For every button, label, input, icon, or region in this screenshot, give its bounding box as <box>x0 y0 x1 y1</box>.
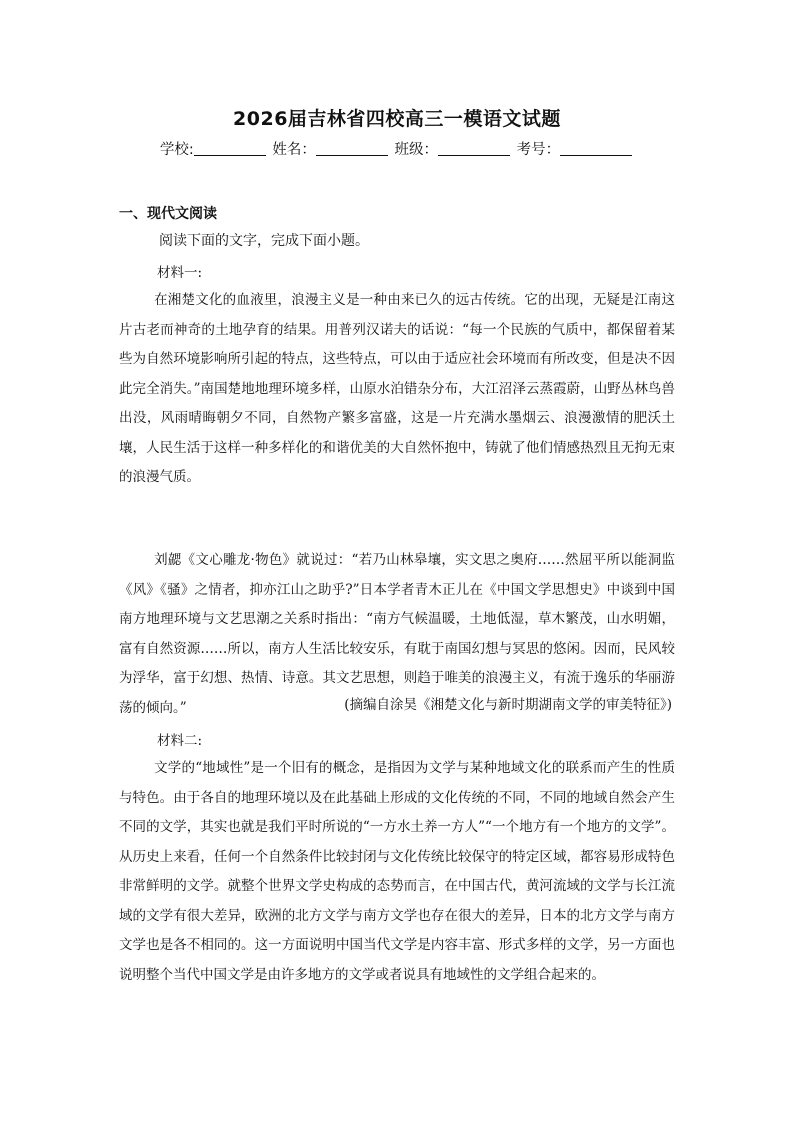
instruction-text: 阅读下面的文字，完成下面小题。 <box>159 233 369 249</box>
material-one-paragraph-2: 刘勰《文心雕龙·物色》就说过：“若乃山林皋壤，实文思之奥府……然屈平所以能洞监《风》《骚》之情者，抑亦江山之助乎?”日本学者青木正儿在《中国文学思想史》中谈到中国南方地理环境与文艺思潮之关系时指出：“南方气候温暖，土地低湿，草木繁茂，山水明媚，富有自然资源……所以，南方人生活比较安乐，有耽于南国幻想与冥思的悠闲。因而，民风较为浮华，富于幻想、热情、诗意。其文艺思想，则趋于唯美的浪漫主义，有流于逸乐的华丽游荡的倾向。” <box>119 552 675 716</box>
student-info-line <box>0 138 794 159</box>
name-label: 姓名： <box>272 142 316 158</box>
section-heading: 一、现代文阅读 <box>119 206 217 222</box>
page-title: 2026届吉林省四校高三一模语文试题 <box>233 108 561 130</box>
school-label: 学校: <box>159 142 194 158</box>
class-blank <box>438 141 510 156</box>
name-blank <box>316 141 388 156</box>
class-label: 班级： <box>394 142 438 158</box>
exam-number-label: 考号： <box>516 142 561 158</box>
material-one-source: (摘编自涂昊《湘楚文化与新时期湖南文学的审美特征》) <box>344 697 672 713</box>
material-one-paragraph-1: 在湘楚文化的血液里，浪漫主义是一种由来已久的远古传统。它的出现，无疑是江南这片古老而神奇的土地孕育的结果。用普列汉诺夫的话说：“每一个民族的气质中，都保留着某些为自然环境影响所引起的特点，这些特点，可以由于适应社会环境而有所改变，但是决不因此完全消失。”南国楚地地理环境多样，山原水泊错杂分布，大江沼泽云蒸霞蔚，山野丛林鸟兽出没，风雨晴晦朝夕不同，自然物产繁多富盛，这是一片充满水墨烟云、浪漫激情的肥沃土壤，人民生活于这样一种多样化的和谐优美的大自然怀抱中，铸就了他们情感热烈且无拘无束的浪漫气质。 <box>119 292 675 485</box>
material-two-paragraph-1: 文学的“地域性”是一个旧有的概念，是指因为文学与某种地域文化的联系而产生的性质与特色。由于各自的地理环境以及在此基础上形成的文化传统的不同，不同的地域自然会产生不同的文学，其实也就是我们平时所说的“一方水土养一方人”“一个地方有一个地方的文学”。从历史上来看，任何一个自然条件比较封闭与文化传统比较保守的特定区域，都容易形成特色非常鲜明的文学。就整个世界文学史构成的态势而言，在中国古代，黄河流域的文学与长江流域的文学有很大差异，欧洲的北方文学与南方文学也存在很大的差异，日本的北方文学与南方文学也是各不相同的。这一方面说明中国当代文学是内容丰富、形式多样的文学，另一方面也说明整个当代中国文学是由许多地方的文学或者说具有地域性的文学组合起来的。 <box>119 760 675 983</box>
school-blank <box>194 141 266 156</box>
exam-number-blank <box>560 141 632 156</box>
material-one-label: 材料一: <box>157 265 203 281</box>
material-two-label: 材料二: <box>157 733 203 749</box>
